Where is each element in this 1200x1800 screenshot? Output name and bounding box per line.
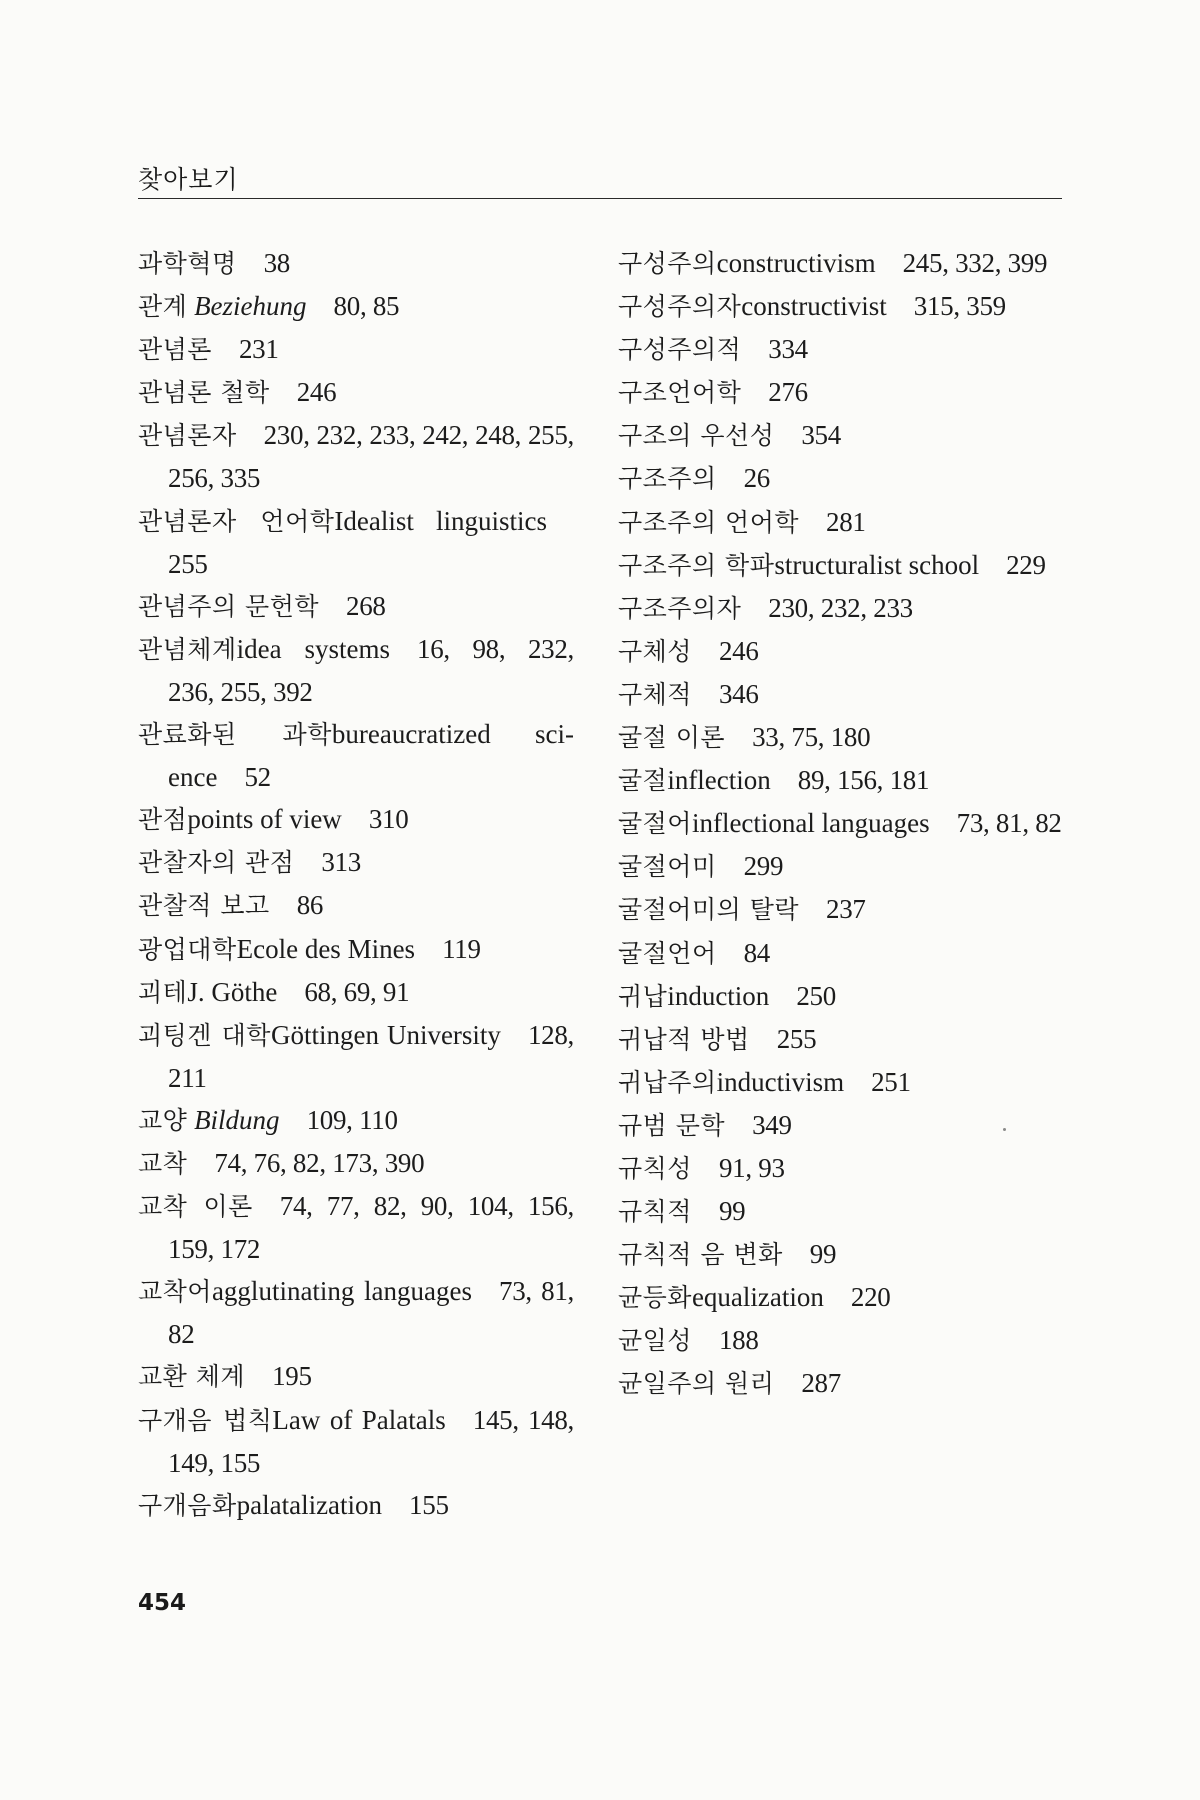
index-term: 관념론: [138, 335, 212, 365]
index-entry: [138, 1014, 574, 1099]
index-entry: [618, 1190, 1062, 1233]
index-foreign-term: Göttingen University: [270, 1019, 501, 1050]
index-entry: [138, 628, 574, 713]
index-term: 구조주의자: [618, 593, 742, 623]
index-page-refs: 246: [296, 377, 337, 408]
index-foreign-term: induction: [667, 980, 770, 1011]
index-page-refs: 119: [442, 933, 481, 964]
index-foreign-term: inflectional languages: [691, 808, 930, 839]
index-page-refs: 220: [850, 1282, 891, 1313]
index-term: 구성주의적: [618, 335, 742, 365]
index-entry: [138, 713, 574, 798]
index-foreign-term: palatalization: [236, 1489, 383, 1520]
index-page-refs: 245, 332, 399: [902, 248, 1048, 278]
index-entry: [618, 457, 1062, 500]
index-entry: [618, 1147, 1062, 1190]
index-term: 굴절언어: [618, 938, 717, 968]
index-foreign-term: Beziehung: [194, 291, 307, 322]
index-entry: [138, 242, 574, 285]
index-entry: [138, 1270, 574, 1355]
index-entry: [618, 759, 1062, 802]
index-entry: [138, 414, 574, 499]
index-entry: [618, 630, 1062, 673]
index-entry: [138, 971, 574, 1014]
index-page-refs: 313: [321, 847, 361, 878]
index-term: 관념론자 언어학: [138, 506, 335, 536]
index-entry: [138, 1099, 574, 1142]
index-page-refs: 281: [826, 506, 866, 537]
index-page-refs: 74, 76, 82, 173, 390: [214, 1147, 425, 1178]
index-page-refs: 73, 81, 82: [956, 808, 1062, 839]
index-foreign-term: equalization: [691, 1282, 824, 1313]
index-entry: [138, 500, 574, 585]
index-page-refs: 255: [168, 548, 208, 579]
index-foreign-term: inflection: [667, 765, 771, 796]
index-term: 굴절어미: [618, 852, 717, 882]
index-term: 규범 문학: [618, 1110, 726, 1140]
index-entry: [138, 798, 574, 841]
index-page-refs: 68, 69, 91: [304, 976, 410, 1007]
index-term: 구성주의자: [618, 292, 742, 322]
index-term: 규칙적: [618, 1197, 692, 1227]
index-term: 구개음 법칙: [138, 1405, 273, 1435]
index-entry: [618, 1362, 1062, 1405]
index-term: 균일성: [618, 1326, 692, 1356]
index-entry: [618, 845, 1062, 888]
index-foreign-term: points of view: [187, 804, 342, 835]
index-term: 관점: [138, 805, 188, 835]
index-page-refs: 310: [368, 804, 409, 835]
index-page-refs: 229: [1006, 549, 1046, 580]
index-foreign-term: Ecole des Mines: [236, 933, 416, 964]
index-term: 규칙적 음 변화: [618, 1240, 783, 1270]
index-entry: [618, 242, 1062, 285]
index-term: 귀납: [618, 981, 668, 1011]
index-page-refs: 73, 81, 82: [168, 1276, 575, 1350]
index-page-refs: 74, 77, 82, 90, 104, 156, 159, 172: [168, 1191, 574, 1265]
index-term: 교환 체계: [138, 1362, 246, 1392]
index-column-right: [618, 242, 1062, 1406]
index-foreign-term: J. Göthe: [187, 976, 278, 1007]
speck: [1003, 1128, 1006, 1131]
index-term: 구조의 우선성: [618, 421, 775, 451]
index-term: 구성주의: [618, 249, 717, 278]
index-page-refs: 38: [263, 248, 291, 278]
index-term: 괴팅겐 대학: [138, 1020, 271, 1050]
index-term: 교양: [138, 1105, 188, 1135]
index-term: 구개음화: [138, 1490, 237, 1520]
index-term: 구조언어학: [618, 378, 742, 408]
index-page-refs: 16, 98, 232, 236, 255, 392: [168, 633, 574, 707]
index-entry: [618, 932, 1062, 975]
index-page-refs: 287: [801, 1368, 841, 1399]
index-term: 광업대학: [138, 934, 237, 964]
index-page-refs: 89, 156, 181: [797, 765, 930, 796]
index-entry: [138, 884, 574, 927]
index-term: 관념체계: [138, 634, 237, 664]
index-entry: [618, 888, 1062, 931]
index-term: 관념론자: [138, 421, 237, 451]
index-page-refs: 155: [409, 1489, 449, 1520]
index-entry: [618, 587, 1062, 630]
index-page-refs: 251: [871, 1066, 911, 1097]
index-page-refs: 250: [796, 980, 836, 1011]
index-term: 교착: [138, 1148, 188, 1178]
index-term: 관념주의 문헌학: [138, 591, 319, 621]
index-page-refs: 346: [718, 678, 759, 709]
index-term: 관료화된 과학: [138, 720, 332, 750]
index-page-refs: 128, 211: [168, 1019, 574, 1093]
index-page-refs: 188: [718, 1325, 759, 1356]
index-term: 귀납적 방법: [618, 1024, 750, 1054]
index-entry: [618, 285, 1062, 328]
index-page-refs: 230, 232, 233, 242, 248, 255, 256, 335: [168, 420, 574, 494]
index-entry: [618, 975, 1062, 1018]
index-page-refs: 99: [718, 1196, 746, 1227]
index-page-refs: 195: [272, 1361, 312, 1392]
index-term: 관찰적 보고: [138, 891, 270, 921]
index-term: 교착 이론: [138, 1192, 253, 1222]
index-term: 균등화: [618, 1283, 692, 1313]
index-page-refs: 315, 359: [913, 291, 1006, 322]
index-term: 구체적: [618, 679, 692, 709]
index-page-refs: 268: [346, 590, 386, 621]
index-entry: [138, 841, 574, 884]
index-page-refs: 80, 85: [333, 291, 400, 322]
index-entry: [618, 673, 1062, 716]
index-page-refs: 349: [752, 1109, 792, 1140]
index-page-refs: 99: [809, 1239, 837, 1270]
index-entry: [138, 585, 574, 628]
index-entry: [618, 1104, 1062, 1147]
page-number: 454: [138, 1590, 187, 1616]
index-entry: [618, 1018, 1062, 1061]
index-entry: [138, 1484, 574, 1527]
index-page-refs: 299: [743, 851, 784, 882]
index-page-refs: 246: [718, 635, 759, 666]
index-page-refs: 334: [768, 334, 808, 365]
index-page-refs: 33, 75, 180: [752, 722, 871, 753]
index-term: 구조주의: [618, 464, 717, 494]
index-term: 균일주의 원리: [618, 1369, 775, 1399]
index-term: 귀납주의: [618, 1067, 717, 1097]
index-entry: [138, 328, 574, 371]
index-entry: [618, 1233, 1062, 1276]
index-term: 굴절어: [618, 809, 692, 839]
index-term: 구조주의 언어학: [618, 507, 799, 537]
index-foreign-term: bureaucratized sci-ence: [168, 719, 574, 793]
index-entry: [138, 1142, 574, 1185]
index-column-left: [138, 242, 574, 1527]
index-page-refs: 237: [826, 894, 866, 925]
index-page-refs: 91, 93: [718, 1152, 785, 1183]
index-foreign-term: constructivist: [741, 291, 887, 322]
index-page-refs: 26: [743, 463, 771, 494]
index-foreign-term: Law of Palatals: [272, 1404, 446, 1435]
index-term: 구체성: [618, 636, 692, 666]
index-entry: [138, 371, 574, 414]
index-page-refs: 145, 148, 149, 155: [168, 1404, 574, 1478]
index-entry: [618, 414, 1062, 457]
index-term: 교착어: [138, 1277, 212, 1307]
index-term: 굴절 이론: [618, 723, 726, 753]
index-entry: [138, 1399, 574, 1484]
index-page-refs: 231: [238, 334, 279, 365]
index-term: 관찰자의 관점: [138, 848, 295, 878]
header-rule: [138, 198, 1062, 199]
index-entry: [138, 1185, 574, 1270]
index-entry: [618, 802, 1062, 845]
index-foreign-term: inductivism: [716, 1066, 845, 1097]
index-foreign-term: Idealist linguistics: [334, 505, 547, 536]
index-page-refs: 52: [244, 762, 271, 793]
index-entry: [618, 501, 1062, 544]
index-term: 규칙성: [618, 1153, 692, 1183]
index-entry: [618, 716, 1062, 759]
index-entry: [618, 371, 1062, 414]
index-term: 괴테: [138, 977, 188, 1007]
index-foreign-term: Bildung: [194, 1104, 280, 1135]
index-foreign-term: agglutinating languages: [211, 1276, 472, 1307]
index-page-refs: 354: [801, 420, 841, 451]
index-entry: [618, 328, 1062, 371]
index-foreign-term: idea systems: [236, 633, 391, 664]
index-entry: [618, 1319, 1062, 1362]
index-term: 관계: [138, 292, 188, 322]
index-entry: [138, 285, 574, 328]
index-term: 구조주의 학파: [618, 550, 775, 580]
index-page-refs: 84: [743, 937, 771, 968]
index-page-refs: 255: [776, 1023, 817, 1054]
index-foreign-term: constructivism: [716, 248, 876, 278]
index-page-refs: 276: [768, 377, 808, 408]
index-term: 굴절: [618, 766, 668, 796]
index-entry: [618, 1276, 1062, 1319]
index-entry: [138, 928, 574, 971]
index-term: 관념론 철학: [138, 378, 270, 408]
index-page-refs: 230, 232, 233: [768, 592, 913, 623]
index-entry: [618, 544, 1062, 587]
running-head: 찾아보기: [138, 165, 239, 194]
index-term: 과학혁명: [138, 249, 237, 278]
index-foreign-term: structuralist school: [774, 549, 980, 580]
index-page-refs: 86: [296, 890, 324, 921]
index-entry: [618, 1061, 1062, 1104]
index-entry: [138, 1355, 574, 1398]
index-page-refs: 109, 110: [306, 1104, 398, 1135]
index-term: 굴절어미의 탈락: [618, 895, 799, 925]
